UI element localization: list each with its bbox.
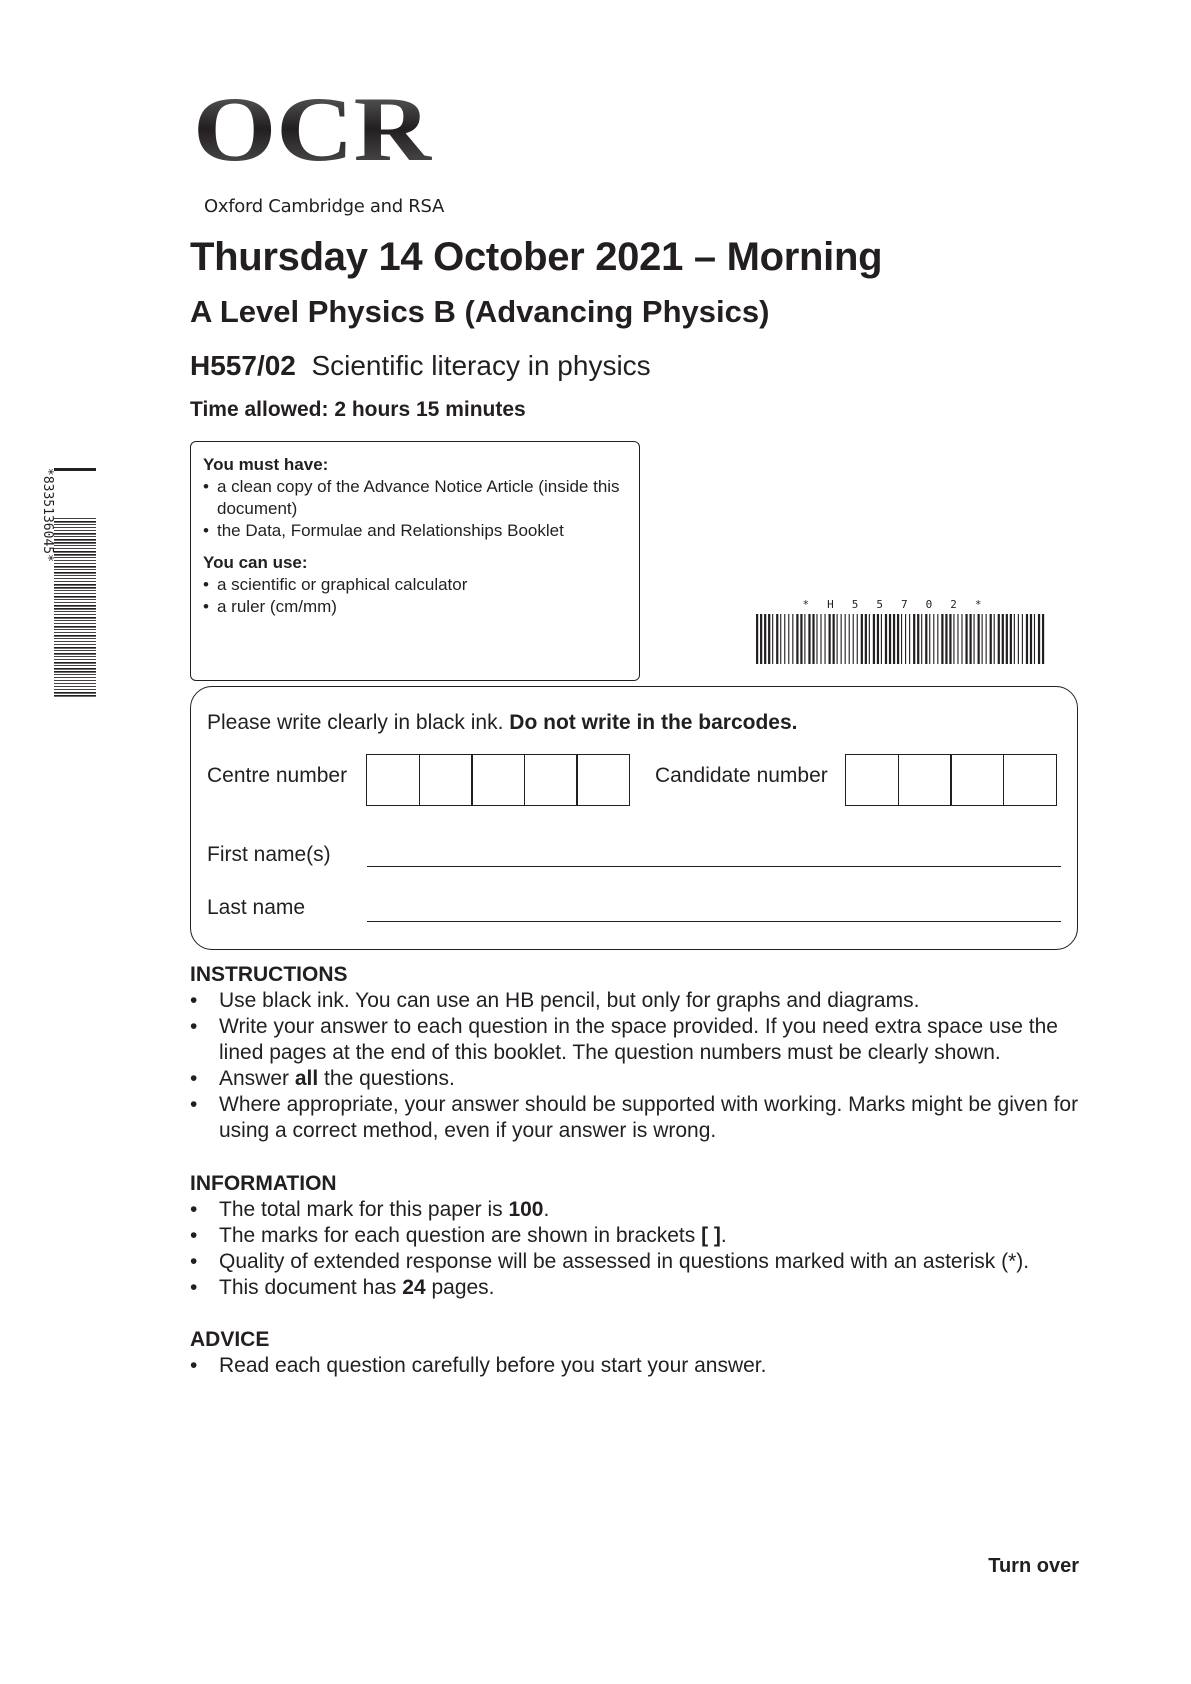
total-mark: 100 <box>508 1198 544 1221</box>
barcode-bar <box>54 557 96 558</box>
barcode-bar <box>937 614 938 664</box>
barcode-bar <box>54 554 96 556</box>
barcode-bar <box>901 614 902 664</box>
barcode-bar <box>54 468 96 471</box>
barcode-bar <box>54 647 96 649</box>
barcode-bar <box>925 614 927 664</box>
barcode-bar <box>54 617 96 619</box>
barcode-bar <box>833 614 835 664</box>
barcode-bar <box>873 614 875 664</box>
barcode-bar <box>54 656 96 657</box>
centre-number-label: Centre number <box>207 764 348 787</box>
barcode-bar <box>961 614 962 664</box>
barcode-bar <box>965 614 967 664</box>
barcode-bar <box>990 614 992 664</box>
barcode-bar <box>829 614 831 664</box>
centre-number-digit[interactable] <box>576 754 630 806</box>
barcode-bar <box>54 608 96 610</box>
barcode-bar <box>945 614 947 664</box>
candidate-number-digit[interactable] <box>950 754 1004 806</box>
barcode-bar <box>54 596 96 598</box>
barcode-bar <box>788 614 789 664</box>
barcode-bar <box>853 614 854 664</box>
barcode-bar <box>820 614 821 664</box>
barcode-bar <box>974 614 975 664</box>
instruction-text: Answer <box>219 1067 295 1090</box>
candidate-number-digit[interactable] <box>1003 754 1057 806</box>
barcode-bar <box>1042 614 1044 664</box>
barcode-bar <box>54 524 96 525</box>
barcode-bar <box>1034 614 1035 664</box>
barcode-bar <box>837 614 838 664</box>
barcode-bar <box>913 614 915 664</box>
barcode-bar <box>978 614 980 664</box>
barcode-bar <box>54 536 96 537</box>
barcode-bar <box>1026 614 1028 664</box>
barcode-bar <box>54 632 96 633</box>
information-text: pages. <box>425 1276 495 1299</box>
barcode-bar <box>909 614 910 664</box>
barcode-bar <box>54 593 96 594</box>
information-heading: INFORMATION <box>190 1172 337 1195</box>
information-list <box>190 1197 1090 1301</box>
barcode-bar <box>54 602 96 603</box>
advice-section <box>190 1327 1090 1379</box>
barcode-bar <box>54 677 96 678</box>
right-barcode <box>756 598 1046 666</box>
barcode-bar <box>54 569 96 570</box>
barcode-bar <box>994 614 995 664</box>
advice-list <box>190 1353 1090 1379</box>
barcode-bar <box>998 614 1000 664</box>
barcode-bar <box>941 614 943 664</box>
centre-number-digit[interactable] <box>366 754 420 806</box>
left-barcode <box>38 468 100 700</box>
barcode-bar <box>1010 614 1012 664</box>
barcode-bar <box>54 665 96 666</box>
barcode-bar <box>54 674 96 675</box>
candidate-number-digit[interactable] <box>845 754 899 806</box>
barcode-bar <box>54 620 96 621</box>
barcode-bar <box>54 551 96 553</box>
barcode-bar <box>816 614 817 664</box>
barcode-bar <box>54 521 96 523</box>
barcode-bar <box>772 614 773 664</box>
instructions-list <box>190 988 1090 1144</box>
barcode-bar <box>54 623 96 624</box>
barcode-bar <box>54 548 96 549</box>
barcode-bar <box>54 575 96 576</box>
turn-over-label: Turn over <box>988 1555 1079 1577</box>
requirements-box <box>190 441 640 681</box>
barcode-bar <box>845 614 846 664</box>
candidate-number-digit[interactable] <box>898 754 952 806</box>
barcode-bar <box>54 659 96 660</box>
barcode-bar <box>804 614 805 664</box>
barcode-bar <box>812 614 814 664</box>
barcode-bar <box>54 527 96 528</box>
barcode-bar <box>808 614 810 664</box>
subject-title: A Level Physics B (Advancing Physics) <box>190 294 770 329</box>
barcode-bar <box>881 614 882 664</box>
information-item <box>190 1197 1090 1223</box>
barcode-bar <box>54 578 96 579</box>
barcode-bar <box>792 614 793 664</box>
first-name-label: First name(s) <box>207 843 331 866</box>
barcode-bar <box>1014 614 1015 664</box>
can-use-heading: You can use: <box>203 553 308 572</box>
centre-number-digit[interactable] <box>419 754 473 806</box>
instructions-section <box>190 962 1090 1144</box>
barcode-bar <box>869 614 870 664</box>
barcode-bar <box>865 614 867 664</box>
barcode-bar <box>54 599 96 600</box>
centre-number-digit[interactable] <box>524 754 578 806</box>
barcode-bar <box>54 530 96 531</box>
paper-code: H557/02 <box>190 350 296 381</box>
barcode-bar <box>54 590 96 591</box>
barcode-bar <box>54 635 96 637</box>
svg-text:OCR: OCR <box>193 92 433 172</box>
information-text: The total mark for this paper is <box>219 1198 509 1221</box>
barcode-bar <box>54 542 96 544</box>
barcode-bar <box>824 614 825 664</box>
barcode-bar <box>1022 614 1023 664</box>
instruction-item: • Write your answer to each question in the space provided. If you need extra space use the lined pages at the end of this booklet. The question numbers must be clearly shown. <box>190 1014 1090 1066</box>
barcode-bar <box>54 560 96 561</box>
information-item <box>190 1223 1090 1249</box>
barcode-bar <box>796 614 798 664</box>
candidate-number-field[interactable] <box>845 754 1057 806</box>
can-use-list <box>203 574 627 618</box>
barcode-bar <box>1002 614 1004 664</box>
barcode-bar <box>54 650 96 651</box>
barcode-bar <box>54 683 96 684</box>
barcode-bar <box>953 614 954 664</box>
barcode-bar <box>54 662 96 664</box>
can-use-item: • a ruler (cm/mm) <box>203 596 627 618</box>
centre-number-digit[interactable] <box>471 754 525 806</box>
time-allowed: Time allowed: 2 hours 15 minutes <box>190 398 526 421</box>
barcode-bar <box>756 614 758 664</box>
barcode-bar <box>54 641 96 642</box>
barcode-bar <box>54 611 96 612</box>
instructions-heading: INSTRUCTIONS <box>190 963 348 986</box>
barcode-bar <box>54 572 96 574</box>
instruction-text: the questions. <box>318 1067 455 1090</box>
barcode-bar <box>885 614 887 664</box>
barcode-bar <box>54 692 96 694</box>
barcode-bar <box>54 668 96 670</box>
barcode-bar <box>889 614 891 664</box>
barcode-bar <box>54 626 96 628</box>
barcode-bar <box>54 680 96 681</box>
barcode-bar <box>54 587 96 589</box>
first-name-field[interactable] <box>367 866 1061 867</box>
barcode-bar <box>54 671 96 673</box>
barcode-bar <box>897 614 899 664</box>
barcode-bar <box>921 614 922 664</box>
instruction-item: • Where appropriate, your answer should be supported with working. Marks might be given for using a correct method, even if your answer is wrong. <box>190 1092 1090 1144</box>
barcode-bar <box>54 653 96 655</box>
barcode-bar <box>841 614 842 664</box>
barcode-bar <box>1038 614 1040 664</box>
barcode-bar <box>877 614 879 664</box>
barcode-bar <box>800 614 802 664</box>
write-clearly-note <box>207 711 798 735</box>
barcode-bar <box>54 533 96 535</box>
must-have-item: • the Data, Formulae and Relationships Booklet <box>203 520 627 542</box>
barcode-bar <box>957 614 958 664</box>
advice-heading: ADVICE <box>190 1328 270 1351</box>
barcode-bar <box>54 545 96 546</box>
left-barcode-text: *8335136045* <box>40 468 55 562</box>
barcode-bar <box>54 644 96 645</box>
advice-item: • Read each question carefully before you start your answer. <box>190 1353 1090 1379</box>
barcode-bar <box>917 614 919 664</box>
barcode-bar <box>54 518 96 519</box>
exam-date-title: Thursday 14 October 2021 – Morning <box>190 235 883 279</box>
barcode-bar <box>969 614 971 664</box>
barcode-bar <box>1030 614 1032 664</box>
barcode-bar <box>54 629 96 630</box>
barcode-bar <box>861 614 863 664</box>
barcode-bar <box>54 605 96 607</box>
information-item: • Quality of extended response will be assessed in questions marked with an asterisk (*). <box>190 1249 1090 1275</box>
barcode-bar <box>54 563 96 564</box>
barcode-bar <box>905 614 906 664</box>
centre-number-field[interactable] <box>366 754 630 806</box>
barcode-bar <box>780 614 781 664</box>
barcode-bar <box>764 614 766 664</box>
right-barcode-text: *H55702* <box>802 598 1000 611</box>
paper-name: Scientific literacy in physics <box>311 350 651 381</box>
write-clearly-text: Please write clearly in black ink. <box>207 711 504 734</box>
barcode-bar <box>54 581 96 582</box>
page-count: 24 <box>402 1276 426 1299</box>
barcode-bar <box>982 614 983 664</box>
barcode-bar <box>776 614 778 664</box>
barcode-bar <box>784 614 785 664</box>
instruction-item: • Use black ink. You can use an HB pencil, but only for graphs and diagrams. <box>190 988 1090 1014</box>
no-barcodes-warning: Do not write in the barcodes. <box>509 711 798 734</box>
barcode-bar <box>949 614 951 664</box>
must-have-item: • a clean copy of the Advance Notice Article (inside this document) <box>203 476 627 520</box>
can-use-item: • a scientific or graphical calculator <box>203 574 627 596</box>
ocr-logo <box>193 92 433 172</box>
barcode-bar <box>986 614 987 664</box>
barcode-bar <box>849 614 850 664</box>
instruction-emphasis: all <box>294 1067 319 1090</box>
barcode-bar <box>1018 614 1019 664</box>
last-name-label: Last name <box>207 896 306 919</box>
must-have-heading: You must have: <box>203 455 329 474</box>
paper-title <box>190 350 651 382</box>
barcode-bar <box>929 614 930 664</box>
barcode-bar <box>54 689 96 690</box>
barcode-bar <box>857 614 858 664</box>
barcode-bar <box>54 614 96 615</box>
barcode-bar <box>1006 614 1008 664</box>
last-name-field[interactable] <box>367 921 1061 922</box>
barcode-bar <box>54 695 96 697</box>
barcode-bar <box>54 539 96 541</box>
barcode-bar <box>760 614 762 664</box>
must-have-list <box>203 476 627 542</box>
barcode-bar <box>933 614 934 664</box>
information-text: The marks for each question are shown in brackets <box>219 1224 702 1247</box>
candidate-number-label: Candidate number <box>655 764 828 787</box>
brackets-symbol: [ ] <box>701 1224 721 1247</box>
barcode-bar <box>54 686 96 687</box>
information-text: . <box>720 1224 727 1247</box>
barcode-bar <box>54 638 96 639</box>
information-text: . <box>543 1198 550 1221</box>
information-item <box>190 1275 1090 1301</box>
information-text: This document has <box>219 1276 403 1299</box>
instruction-item <box>190 1066 1090 1092</box>
information-section <box>190 1171 1090 1301</box>
barcode-bar <box>768 614 770 664</box>
logo-tagline: Oxford Cambridge and RSA <box>204 196 444 217</box>
barcode-bar <box>893 614 895 664</box>
barcode-bar <box>54 566 96 568</box>
barcode-bar <box>54 584 96 586</box>
